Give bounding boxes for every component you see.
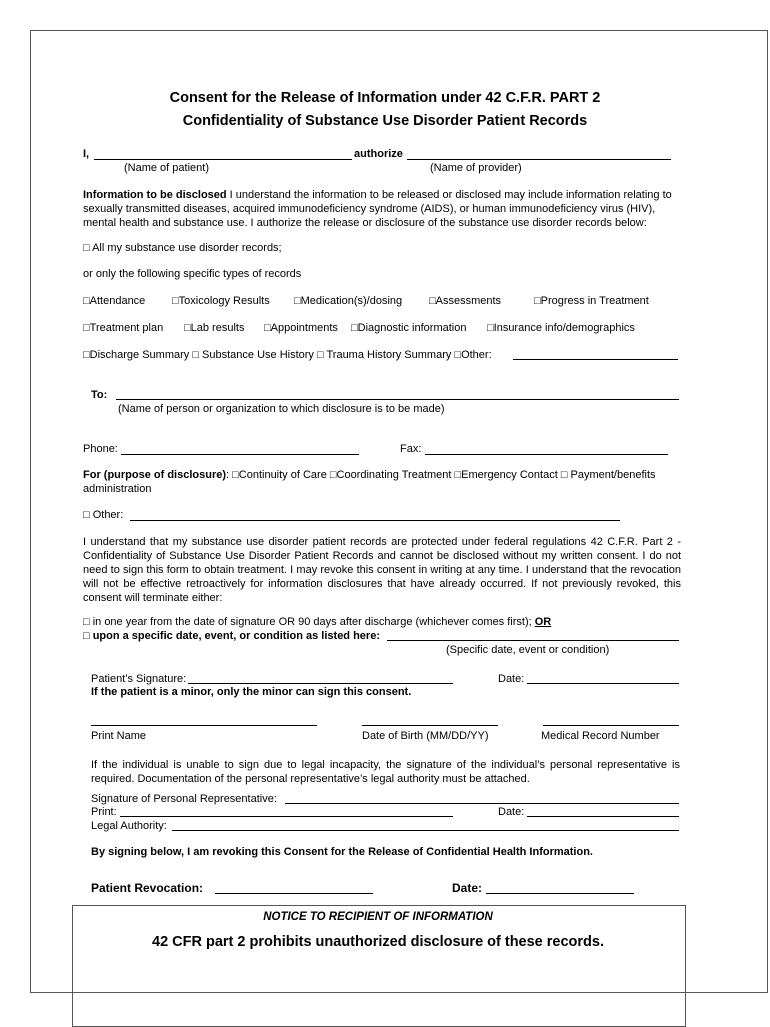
checkbox-progress[interactable]: □Progress in Treatment (534, 295, 649, 307)
revocation-date-label: Date: (452, 881, 483, 895)
checkbox-appointments[interactable]: □Appointments (264, 322, 338, 334)
authorize-label: authorize (354, 148, 403, 160)
recipient-caption: (Name of person or organization to which disclosure is to be made) (118, 403, 445, 415)
checkbox-attendance[interactable]: □Attendance (83, 295, 146, 307)
purpose-heading: For (purpose of disclosure) (83, 469, 227, 481)
revoking-statement: By signing below, I am revoking this Consent for the Release of Confidential Health Information. (91, 846, 593, 858)
patient-signature-field[interactable] (188, 683, 453, 684)
specific-condition-field[interactable] (387, 640, 679, 641)
patient-date-field[interactable] (527, 683, 679, 684)
incapacity-paragraph: If the individual is unable to sign due to legal incapacity, the signature of the individual’s personal representative is required. Documentation of the personal representative’s legal authority must be attached. (91, 759, 680, 785)
specific-types-intro: or only the following specific types of records (83, 268, 302, 280)
mrn-field[interactable] (543, 725, 679, 726)
patient-date-label: Date: (498, 673, 525, 685)
dob-field[interactable] (362, 725, 498, 726)
phone-label: Phone: (83, 443, 118, 455)
purpose-options[interactable]: : □Continuity of Care □Coordinating Treatment □Emergency Contact □ Payment/benefits (226, 469, 656, 481)
print-name-field[interactable] (91, 725, 317, 726)
revocation-date-field[interactable] (486, 893, 634, 894)
fax-field[interactable] (425, 454, 668, 455)
notice-box (72, 905, 686, 1027)
rep-date-field[interactable] (527, 816, 679, 817)
terminate-or: OR (534, 616, 552, 628)
specific-condition-caption: (Specific date, event or condition) (446, 644, 610, 656)
purpose-line (83, 469, 656, 481)
terminate-option-two[interactable]: □ upon a specific date, event, or condition as listed here: (83, 630, 380, 642)
name-of-provider-caption: (Name of provider) (430, 162, 522, 174)
checkbox-toxicology[interactable]: □Toxicology Results (172, 295, 270, 307)
print-label: Print: (91, 806, 117, 818)
rep-signature-label: Signature of Personal Representative: (91, 793, 277, 805)
info-disclosed-heading: Information to be disclosed (83, 189, 227, 201)
fax-label: Fax: (400, 443, 422, 455)
to-label: To: (91, 389, 108, 401)
mrn-caption: Medical Record Number (541, 730, 660, 742)
understand-paragraph: I understand that my substance use disorder patient records are protected under federal regulations 42 C.F.R. Part 2 - Confidentiality of Substance Use Disorder Patient Records and cannot be disclosed without my written consent. I do not need to sign this form to obtain treatment. I may revoke this consent in writing at any time. I understand that the revocation will not be effective retroactively for information disclosures that have already occurred. If not previously revoked, this consent will terminate either: (83, 536, 681, 604)
dob-caption: Date of Birth (MM/DD/YY) (362, 730, 489, 742)
checkbox-medication[interactable]: □Medication(s)/dosing (294, 295, 403, 307)
rep-signature-field[interactable] (285, 803, 679, 804)
recipient-field[interactable] (116, 399, 679, 400)
terminate-option-one[interactable] (83, 616, 551, 628)
checkbox-assessments[interactable]: □Assessments (429, 295, 502, 307)
other-purpose-label[interactable]: □ Other: (83, 509, 124, 521)
notice-heading: NOTICE TO RECIPIENT OF INFORMATION (263, 911, 493, 923)
phone-field[interactable] (121, 454, 359, 455)
minor-note: If the patient is a minor, only the minor can sign this consent. (91, 686, 412, 698)
rep-date-label: Date: (498, 806, 525, 818)
name-of-patient-caption: (Name of patient) (124, 162, 209, 174)
all-records-checkbox[interactable]: □ All my substance use disorder records; (83, 242, 282, 254)
purpose-continued: administration (83, 483, 152, 495)
patient-revocation-field[interactable] (215, 893, 373, 894)
checkbox-insurance[interactable]: □Insurance info/demographics (487, 322, 635, 334)
other-records-field[interactable] (513, 359, 678, 360)
info-disclosed-paragraph (83, 188, 683, 230)
patient-revocation-label: Patient Revocation: (91, 881, 204, 895)
patient-name-field[interactable] (94, 159, 352, 160)
legal-authority-label: Legal Authority: (91, 820, 167, 832)
provider-name-field[interactable] (407, 159, 671, 160)
i-label: I, (83, 148, 90, 160)
checkbox-lab-results[interactable]: □Lab results (184, 322, 245, 334)
notice-text: 42 CFR part 2 prohibits unauthorized disclosure of these records. (152, 934, 604, 950)
terminate-option-one-text: □ in one year from the date of signature OR 90 days after discharge (whichever comes first); (83, 616, 532, 628)
legal-authority-field[interactable] (172, 830, 679, 831)
patient-signature-label: Patient’s Signature: (91, 673, 187, 685)
form-subtitle: Confidentiality of Substance Use Disorder Patient Records (182, 113, 588, 129)
form-title: Consent for the Release of Information under 42 C.F.R. PART 2 (169, 90, 601, 106)
checkbox-row-discharge-history[interactable]: □Discharge Summary □ Substance Use History □ Trauma History Summary □Other: (83, 349, 492, 361)
print-name-caption: Print Name (91, 730, 147, 742)
checkbox-diagnostic[interactable]: □Diagnostic information (351, 322, 467, 334)
info-disclosed-text: I understand the information to be released or disclosed may include information relating to sexually transmitted diseases, acquired immunodeficiency syndrome (AIDS), or human immunodeficiency virus (HIV), mental health and substance use. I authorize the release or disclosure of the substance use disorder records below: (83, 189, 672, 229)
rep-print-field[interactable] (120, 816, 453, 817)
checkbox-treatment-plan[interactable]: □Treatment plan (83, 322, 164, 334)
other-purpose-field[interactable] (130, 520, 620, 521)
